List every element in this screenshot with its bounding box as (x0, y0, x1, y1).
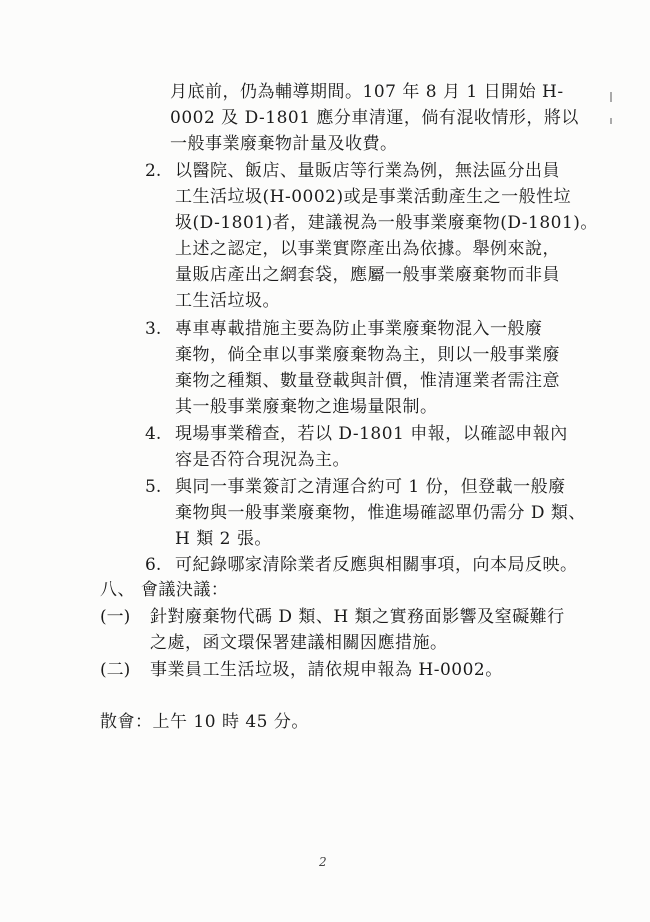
item-line: 專車專載措施主要為防止事業廢棄物混入一般廢 (175, 319, 543, 339)
resolution-line: 之處，函文環保署建議相關因應措施。 (150, 633, 448, 653)
item-line: 與同一事業簽訂之清運合約可 1 份，但登載一般廢 (175, 477, 566, 497)
section-heading: 八、 會議決議： (100, 580, 229, 600)
item-number: 6. (145, 555, 162, 575)
item-line: 以醫院、飯店、量販店等行業為例，無法區分出員 (175, 161, 560, 181)
page-number: 2 (319, 855, 327, 869)
item-number: 5. (145, 477, 162, 497)
item-line: 可紀錄哪家清除業者反應與相關事項，向本局反映。 (175, 555, 578, 575)
item-line: 棄物之種類、數量登載與計價，惟清運業者需注意 (175, 371, 560, 391)
item-line: 容是否符合現況為主。 (175, 450, 350, 470)
closing-line: 散會：上午 10 時 45 分。 (100, 712, 309, 732)
item-line: 上述之認定，以事業實際產出為依據。舉例來說， (175, 239, 560, 259)
resolution-line: 針對廢棄物代碼 D 類、H 類之實務面影響及窒礙難行 (150, 607, 565, 627)
item-line: 工生活垃圾(H-0002)或是事業活動產生之一般性垃 (175, 187, 572, 207)
resolution-number: (一) (100, 607, 131, 627)
item-line: 棄物與一般事業廢棄物，惟進場確認單仍需分 D 類、 (175, 503, 586, 523)
item-line: 工生活垃圾。 (175, 291, 280, 311)
resolution-number: (二) (100, 660, 131, 680)
resolution-line: 事業員工生活垃圾，請依規申報為 H-0002。 (150, 660, 503, 680)
item-line: 現場事業稽查，若以 D-1801 申報，以確認申報內 (175, 424, 568, 444)
scan-mark (610, 92, 612, 102)
item-line: 其一般事業廢棄物之進場量限制。 (175, 397, 438, 417)
item-number: 4. (145, 424, 162, 444)
paragraph-line: 月底前，仍為輔導期間。107 年 8 月 1 日開始 H- (170, 82, 564, 102)
item-line: 棄物，倘全車以事業廢棄物為主，則以一般事業廢 (175, 345, 560, 365)
item-line: 圾(D-1801)者，建議視為一般事業廢棄物(D-1801)。 (175, 213, 598, 233)
item-number: 3. (145, 319, 162, 339)
item-number: 2. (145, 161, 162, 181)
paragraph-line: 一般事業廢棄物計量及收費。 (170, 134, 398, 154)
scan-mark (610, 118, 612, 124)
item-line: 量販店產出之網套袋，應屬一般事業廢棄物而非員 (175, 265, 560, 285)
paragraph-line: 0002 及 D-1801 應分車清運，倘有混收情形，將以 (170, 108, 579, 128)
item-line: H 類 2 張。 (175, 529, 272, 549)
